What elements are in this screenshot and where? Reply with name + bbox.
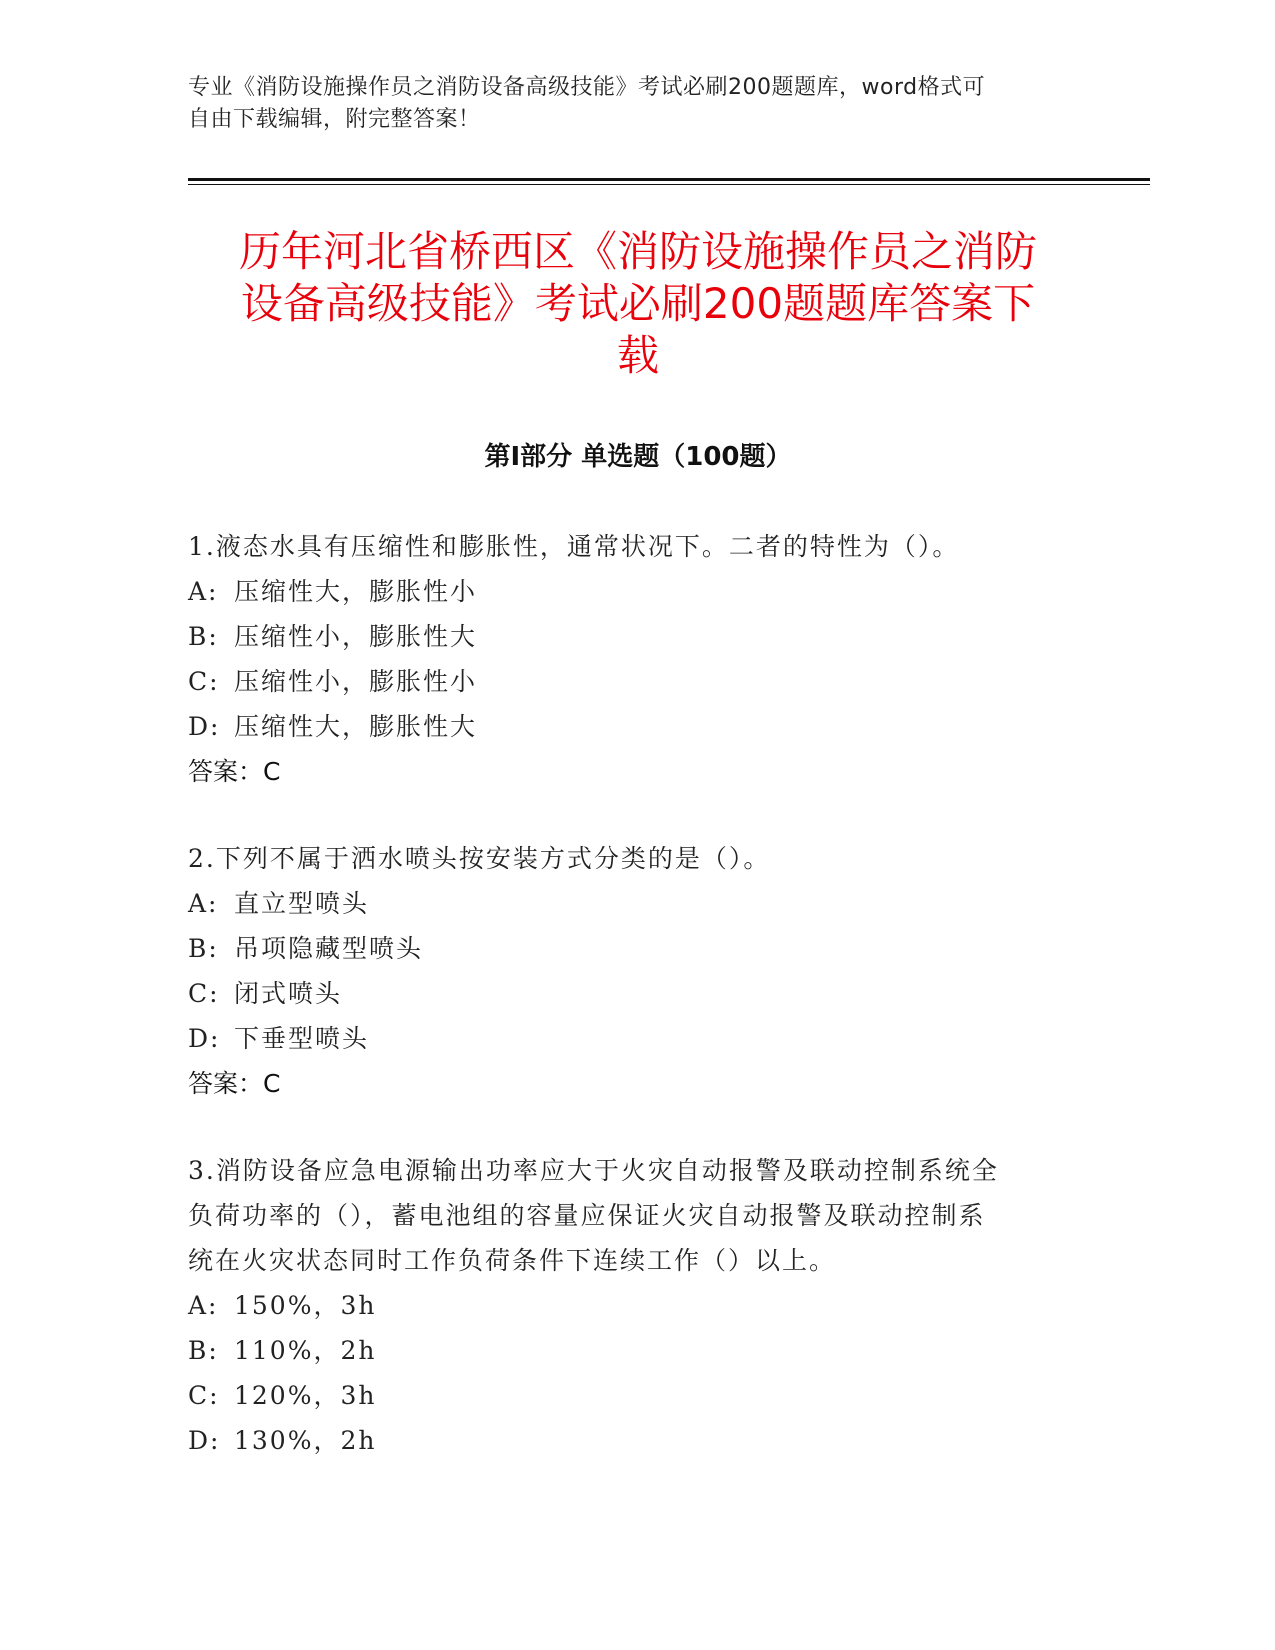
question-stem: 1.液态水具有压缩性和膨胀性，通常状况下。二者的特性为（）。: [188, 532, 960, 561]
option-letter: A:: [188, 889, 219, 918]
option-text: 闭式喷头: [234, 979, 343, 1008]
question-stem: 负荷功率的（），蓄电池组的容量应保证火灾自动报警及联动控制系: [188, 1201, 986, 1230]
option-letter: A:: [188, 577, 219, 606]
question-item: [188, 836, 1068, 1106]
option-letter: B:: [188, 622, 219, 651]
option-text: 压缩性小，膨胀性大: [234, 622, 478, 651]
title-line: 载: [616, 331, 659, 380]
question-answer: 答案：C: [188, 757, 281, 786]
option-letter: A:: [188, 1291, 219, 1320]
title-line: 历年河北省桥西区《消防设施操作员之消防: [238, 227, 1037, 276]
question-item: [188, 524, 1068, 794]
question-list: [188, 524, 1068, 1505]
option-text: 110%，2h: [234, 1336, 377, 1365]
document-title: [188, 226, 1088, 382]
question-option: [188, 1283, 1068, 1328]
option-text: 下垂型喷头: [234, 1024, 370, 1053]
question-item: [188, 1148, 1068, 1463]
option-text: 直立型喷头: [234, 889, 370, 918]
title-line: 设备高级技能》考试必刷200题题库答案下: [240, 279, 1036, 328]
question-option: [188, 569, 1068, 614]
option-text: 130%，2h: [234, 1426, 377, 1455]
option-letter: C:: [188, 667, 220, 696]
question-option: [188, 971, 1068, 1016]
question-answer: 答案：C: [188, 1069, 281, 1098]
option-text: 压缩性大，膨胀性小: [234, 577, 478, 606]
header-rule-thin: [188, 184, 1150, 185]
option-letter: C:: [188, 979, 220, 1008]
option-letter: C:: [188, 1381, 220, 1410]
question-option: [188, 704, 1068, 749]
question-option: [188, 1016, 1068, 1061]
header-note-line: 专业《消防设施操作员之消防设备高级技能》考试必刷200题题库，word格式可: [188, 75, 986, 100]
header-note-line: 自由下载编辑，附完整答案！: [188, 107, 481, 132]
question-stem: 2.下列不属于洒水喷头按安装方式分类的是（）。: [188, 844, 771, 873]
question-option: [188, 926, 1068, 971]
question-option: [188, 614, 1068, 659]
option-text: 压缩性大，膨胀性大: [234, 712, 478, 741]
section-title: 第Ⅰ部分 单选题（100题）: [484, 442, 792, 472]
question-option: [188, 659, 1068, 704]
question-stem: 3.消防设备应急电源输出功率应大于火灾自动报警及联动控制系统全: [188, 1156, 999, 1185]
option-letter: D:: [188, 1024, 221, 1053]
question-option: [188, 1328, 1068, 1373]
option-text: 吊项隐藏型喷头: [234, 934, 424, 963]
header-note: [188, 72, 1068, 136]
question-option: [188, 881, 1068, 926]
option-letter: B:: [188, 934, 219, 963]
question-stem: 统在火灾状态同时工作负荷条件下连续工作（）以上。: [188, 1246, 837, 1275]
header-rule-thick: [188, 178, 1150, 181]
option-text: 压缩性小，膨胀性小: [234, 667, 478, 696]
question-option: [188, 1418, 1068, 1463]
option-text: 150%，3h: [234, 1291, 377, 1320]
option-letter: D:: [188, 1426, 221, 1455]
question-option: [188, 1373, 1068, 1418]
option-text: 120%，3h: [234, 1381, 377, 1410]
option-letter: B:: [188, 1336, 219, 1365]
option-letter: D:: [188, 712, 221, 741]
